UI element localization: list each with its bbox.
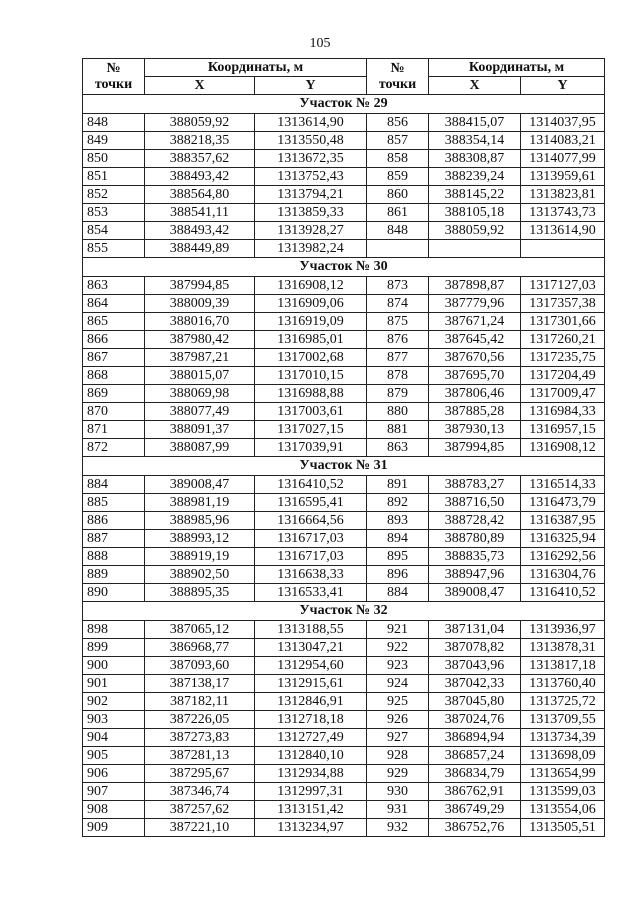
y-coordinate: 1312934,88 bbox=[255, 765, 367, 783]
y-coordinate-2: 1313936,97 bbox=[521, 621, 605, 639]
x-coordinate-2: 387645,42 bbox=[429, 331, 521, 349]
y-coordinate: 1316638,33 bbox=[255, 566, 367, 584]
point-number: 863 bbox=[83, 277, 145, 295]
y-coordinate: 1312846,91 bbox=[255, 693, 367, 711]
x-coordinate: 388091,37 bbox=[145, 421, 255, 439]
x-coordinate: 387226,05 bbox=[145, 711, 255, 729]
x-coordinate-2: 387930,13 bbox=[429, 421, 521, 439]
x-coordinate-2: 386857,24 bbox=[429, 747, 521, 765]
x-coordinate-2: 386894,94 bbox=[429, 729, 521, 747]
x-coordinate: 387257,62 bbox=[145, 801, 255, 819]
point-number: 853 bbox=[83, 204, 145, 222]
y-coordinate: 1317010,15 bbox=[255, 367, 367, 385]
point-number-2: 879 bbox=[367, 385, 429, 403]
point-number-2: 861 bbox=[367, 204, 429, 222]
x-coordinate-2: 388728,42 bbox=[429, 512, 521, 530]
table-row bbox=[83, 639, 605, 657]
y-coordinate-2: 1313817,18 bbox=[521, 657, 605, 675]
point-number: 898 bbox=[83, 621, 145, 639]
x-coordinate: 388981,19 bbox=[145, 494, 255, 512]
table-row bbox=[83, 494, 605, 512]
y-coordinate-2: 1316957,15 bbox=[521, 421, 605, 439]
y-coordinate: 1313672,35 bbox=[255, 150, 367, 168]
table-row bbox=[83, 693, 605, 711]
point-number-2: 927 bbox=[367, 729, 429, 747]
y-coordinate-2: 1313725,72 bbox=[521, 693, 605, 711]
point-number-2: 859 bbox=[367, 168, 429, 186]
y-coordinate-2: 1316292,56 bbox=[521, 548, 605, 566]
point-number: 889 bbox=[83, 566, 145, 584]
y-coordinate: 1313234,97 bbox=[255, 819, 367, 837]
x-coordinate-2: 387779,96 bbox=[429, 295, 521, 313]
y-coordinate: 1313151,42 bbox=[255, 801, 367, 819]
y-coordinate-2: 1314083,21 bbox=[521, 132, 605, 150]
point-number-2: 891 bbox=[367, 476, 429, 494]
x-coordinate: 388493,42 bbox=[145, 168, 255, 186]
y-coordinate-2: 1317235,75 bbox=[521, 349, 605, 367]
coordinates-header-2: Координаты, м bbox=[429, 59, 605, 77]
y-coordinate: 1312954,60 bbox=[255, 657, 367, 675]
x-coordinate-2: 388239,24 bbox=[429, 168, 521, 186]
point-number-2: 878 bbox=[367, 367, 429, 385]
x-coordinate-2: 387024,76 bbox=[429, 711, 521, 729]
point-number-2 bbox=[367, 240, 429, 258]
y-coordinate: 1317003,61 bbox=[255, 403, 367, 421]
x-coordinate-2: 386834,79 bbox=[429, 765, 521, 783]
y-coordinate-2: 1313505,51 bbox=[521, 819, 605, 837]
point-number: 902 bbox=[83, 693, 145, 711]
table-row bbox=[83, 168, 605, 186]
point-number: 866 bbox=[83, 331, 145, 349]
table-row bbox=[83, 331, 605, 349]
point-number: 900 bbox=[83, 657, 145, 675]
y-coordinate: 1316664,56 bbox=[255, 512, 367, 530]
x-coordinate: 388895,35 bbox=[145, 584, 255, 602]
point-number-2: 896 bbox=[367, 566, 429, 584]
point-number: 887 bbox=[83, 530, 145, 548]
y-coordinate-2: 1316325,94 bbox=[521, 530, 605, 548]
table-row bbox=[83, 801, 605, 819]
x-coordinate: 387281,13 bbox=[145, 747, 255, 765]
x-coordinate-2: 387078,82 bbox=[429, 639, 521, 657]
table-row bbox=[83, 313, 605, 331]
y-coordinate: 1312840,10 bbox=[255, 747, 367, 765]
table-row bbox=[83, 548, 605, 566]
y-coordinate-2: 1313709,55 bbox=[521, 711, 605, 729]
x-coordinate-2: 386762,91 bbox=[429, 783, 521, 801]
y-coordinate: 1316717,03 bbox=[255, 530, 367, 548]
x-coordinate-2: 387045,80 bbox=[429, 693, 521, 711]
y-coordinate-2: 1313760,40 bbox=[521, 675, 605, 693]
x-coordinate-2: 387994,85 bbox=[429, 439, 521, 457]
point-number-2: 930 bbox=[367, 783, 429, 801]
table-row bbox=[83, 476, 605, 494]
x-coordinate: 387994,85 bbox=[145, 277, 255, 295]
x-coordinate-2: 387885,28 bbox=[429, 403, 521, 421]
point-number: 864 bbox=[83, 295, 145, 313]
x-coordinate: 388015,07 bbox=[145, 367, 255, 385]
x-coordinate: 388218,35 bbox=[145, 132, 255, 150]
table-body bbox=[83, 95, 605, 837]
x-coordinate: 387065,12 bbox=[145, 621, 255, 639]
point-number-2: 923 bbox=[367, 657, 429, 675]
x-coordinate-2: 388308,87 bbox=[429, 150, 521, 168]
point-number-2: 894 bbox=[367, 530, 429, 548]
point-number-2: 925 bbox=[367, 693, 429, 711]
x-coordinate-2: 386752,76 bbox=[429, 819, 521, 837]
y-coordinate: 1317039,91 bbox=[255, 439, 367, 457]
point-number: 909 bbox=[83, 819, 145, 837]
table-row bbox=[83, 584, 605, 602]
table-row bbox=[83, 819, 605, 837]
point-number-2: 873 bbox=[367, 277, 429, 295]
y-coordinate: 1316595,41 bbox=[255, 494, 367, 512]
table-row bbox=[83, 186, 605, 204]
x-coordinate: 387987,21 bbox=[145, 349, 255, 367]
x-coordinate-2: 388059,92 bbox=[429, 222, 521, 240]
x-coordinate: 388564,80 bbox=[145, 186, 255, 204]
y-coordinate: 1316533,41 bbox=[255, 584, 367, 602]
point-number: 905 bbox=[83, 747, 145, 765]
x-coordinate-2: 387131,04 bbox=[429, 621, 521, 639]
section-row bbox=[83, 602, 605, 621]
table-row bbox=[83, 222, 605, 240]
x-coordinate: 387138,17 bbox=[145, 675, 255, 693]
y-coordinate-2: 1316908,12 bbox=[521, 439, 605, 457]
point-number: 903 bbox=[83, 711, 145, 729]
y-coordinate: 1316908,12 bbox=[255, 277, 367, 295]
x-header-2: X bbox=[429, 77, 521, 95]
point-number: 886 bbox=[83, 512, 145, 530]
x-coordinate-2: 388835,73 bbox=[429, 548, 521, 566]
x-coordinate-2: 388415,07 bbox=[429, 114, 521, 132]
point-number-header-2: № точки bbox=[367, 59, 429, 95]
point-number: 904 bbox=[83, 729, 145, 747]
table-row bbox=[83, 675, 605, 693]
table-row bbox=[83, 711, 605, 729]
point-number-2: 876 bbox=[367, 331, 429, 349]
x-coordinate-2: 387695,70 bbox=[429, 367, 521, 385]
y-coordinate-2: 1313554,06 bbox=[521, 801, 605, 819]
point-number: 868 bbox=[83, 367, 145, 385]
x-coordinate-2: 388780,89 bbox=[429, 530, 521, 548]
section-title: Участок № 29 bbox=[83, 95, 605, 114]
point-number: 908 bbox=[83, 801, 145, 819]
x-coordinate: 389008,47 bbox=[145, 476, 255, 494]
y-coordinate: 1313928,27 bbox=[255, 222, 367, 240]
y-coordinate: 1313614,90 bbox=[255, 114, 367, 132]
point-number-2: 877 bbox=[367, 349, 429, 367]
x-coordinate-2: 387671,24 bbox=[429, 313, 521, 331]
x-coordinate: 387182,11 bbox=[145, 693, 255, 711]
x-coordinate-2: 387043,96 bbox=[429, 657, 521, 675]
table-row bbox=[83, 385, 605, 403]
y-coordinate: 1313188,55 bbox=[255, 621, 367, 639]
y-coordinate-2: 1314037,95 bbox=[521, 114, 605, 132]
point-number-2: 874 bbox=[367, 295, 429, 313]
x-coordinate: 387295,67 bbox=[145, 765, 255, 783]
y-coordinate: 1312997,31 bbox=[255, 783, 367, 801]
point-number: 888 bbox=[83, 548, 145, 566]
x-coordinate: 388985,96 bbox=[145, 512, 255, 530]
table-row bbox=[83, 512, 605, 530]
point-number: 865 bbox=[83, 313, 145, 331]
point-number-2: 922 bbox=[367, 639, 429, 657]
y-coordinate-2: 1316514,33 bbox=[521, 476, 605, 494]
table-row bbox=[83, 621, 605, 639]
y-coordinate-2: 1317127,03 bbox=[521, 277, 605, 295]
x-coordinate: 387093,60 bbox=[145, 657, 255, 675]
table-row bbox=[83, 349, 605, 367]
point-number: 851 bbox=[83, 168, 145, 186]
point-number: 871 bbox=[83, 421, 145, 439]
y-coordinate: 1316988,88 bbox=[255, 385, 367, 403]
table-row bbox=[83, 421, 605, 439]
section-title: Участок № 32 bbox=[83, 602, 605, 621]
point-number: 849 bbox=[83, 132, 145, 150]
y-coordinate-2: 1313654,99 bbox=[521, 765, 605, 783]
y-coordinate: 1317027,15 bbox=[255, 421, 367, 439]
x-coordinate: 388493,42 bbox=[145, 222, 255, 240]
point-number-2: 863 bbox=[367, 439, 429, 457]
point-number-header: № точки bbox=[83, 59, 145, 95]
point-number-2: 893 bbox=[367, 512, 429, 530]
x-coordinate: 387221,10 bbox=[145, 819, 255, 837]
table-row bbox=[83, 747, 605, 765]
x-coordinate: 388016,70 bbox=[145, 313, 255, 331]
x-header: X bbox=[145, 77, 255, 95]
table-row bbox=[83, 566, 605, 584]
x-coordinate: 388449,89 bbox=[145, 240, 255, 258]
point-number-2: 892 bbox=[367, 494, 429, 512]
x-coordinate-2: 388354,14 bbox=[429, 132, 521, 150]
y-coordinate-2: 1316473,79 bbox=[521, 494, 605, 512]
x-coordinate: 388087,99 bbox=[145, 439, 255, 457]
table-row bbox=[83, 367, 605, 385]
x-coordinate: 388077,49 bbox=[145, 403, 255, 421]
table-row bbox=[83, 277, 605, 295]
y-coordinate-2: 1313698,09 bbox=[521, 747, 605, 765]
point-number: 854 bbox=[83, 222, 145, 240]
y-coordinate: 1313047,21 bbox=[255, 639, 367, 657]
point-number: 850 bbox=[83, 150, 145, 168]
y-coordinate: 1316717,03 bbox=[255, 548, 367, 566]
point-number-2: 932 bbox=[367, 819, 429, 837]
table-row bbox=[83, 204, 605, 222]
y-coordinate-2: 1316984,33 bbox=[521, 403, 605, 421]
section-row bbox=[83, 258, 605, 277]
x-coordinate: 388069,98 bbox=[145, 385, 255, 403]
y-coordinate-2: 1316410,52 bbox=[521, 584, 605, 602]
y-coordinate-2: 1317260,21 bbox=[521, 331, 605, 349]
x-coordinate-2: 389008,47 bbox=[429, 584, 521, 602]
x-coordinate: 388357,62 bbox=[145, 150, 255, 168]
point-number: 890 bbox=[83, 584, 145, 602]
y-coordinate: 1317002,68 bbox=[255, 349, 367, 367]
y-coordinate-2: 1313878,31 bbox=[521, 639, 605, 657]
y-header-2: Y bbox=[521, 77, 605, 95]
point-number-2: 860 bbox=[367, 186, 429, 204]
y-coordinate: 1313982,24 bbox=[255, 240, 367, 258]
point-number: 872 bbox=[83, 439, 145, 457]
x-coordinate-2: 388105,18 bbox=[429, 204, 521, 222]
point-number-2: 895 bbox=[367, 548, 429, 566]
y-coordinate-2: 1316387,95 bbox=[521, 512, 605, 530]
y-header: Y bbox=[255, 77, 367, 95]
table-row bbox=[83, 729, 605, 747]
table-row bbox=[83, 295, 605, 313]
y-coordinate-2: 1314077,99 bbox=[521, 150, 605, 168]
point-number-2: 848 bbox=[367, 222, 429, 240]
x-coordinate: 387273,83 bbox=[145, 729, 255, 747]
table-row bbox=[83, 403, 605, 421]
y-coordinate: 1316909,06 bbox=[255, 295, 367, 313]
y-coordinate: 1313752,43 bbox=[255, 168, 367, 186]
table-row bbox=[83, 530, 605, 548]
point-number-2: 931 bbox=[367, 801, 429, 819]
y-coordinate-2: 1317009,47 bbox=[521, 385, 605, 403]
point-number: 906 bbox=[83, 765, 145, 783]
point-number: 848 bbox=[83, 114, 145, 132]
table-row bbox=[83, 114, 605, 132]
table-row bbox=[83, 132, 605, 150]
x-coordinate-2: 387042,33 bbox=[429, 675, 521, 693]
x-coordinate-2: 388783,27 bbox=[429, 476, 521, 494]
point-number-2: 857 bbox=[367, 132, 429, 150]
y-coordinate-2: 1317357,38 bbox=[521, 295, 605, 313]
point-number-2: 856 bbox=[367, 114, 429, 132]
point-number: 869 bbox=[83, 385, 145, 403]
point-number: 901 bbox=[83, 675, 145, 693]
x-coordinate-2: 387670,56 bbox=[429, 349, 521, 367]
x-coordinate: 387346,74 bbox=[145, 783, 255, 801]
table-row bbox=[83, 439, 605, 457]
x-coordinate: 388902,50 bbox=[145, 566, 255, 584]
y-coordinate-2: 1316304,76 bbox=[521, 566, 605, 584]
y-coordinate-2 bbox=[521, 240, 605, 258]
point-number-2: 880 bbox=[367, 403, 429, 421]
point-number-2: 924 bbox=[367, 675, 429, 693]
x-coordinate-2: 386749,29 bbox=[429, 801, 521, 819]
y-coordinate-2: 1313734,39 bbox=[521, 729, 605, 747]
point-number: 907 bbox=[83, 783, 145, 801]
y-coordinate: 1312727,49 bbox=[255, 729, 367, 747]
section-title: Участок № 31 bbox=[83, 457, 605, 476]
point-number: 852 bbox=[83, 186, 145, 204]
x-coordinate: 388919,19 bbox=[145, 548, 255, 566]
y-coordinate-2: 1313743,73 bbox=[521, 204, 605, 222]
x-coordinate: 387980,42 bbox=[145, 331, 255, 349]
point-number: 870 bbox=[83, 403, 145, 421]
point-number-2: 921 bbox=[367, 621, 429, 639]
point-number-2: 884 bbox=[367, 584, 429, 602]
y-coordinate-2: 1313614,90 bbox=[521, 222, 605, 240]
section-row bbox=[83, 95, 605, 114]
section-row bbox=[83, 457, 605, 476]
y-coordinate-2: 1313823,81 bbox=[521, 186, 605, 204]
point-number-2: 928 bbox=[367, 747, 429, 765]
point-number: 855 bbox=[83, 240, 145, 258]
y-coordinate: 1316985,01 bbox=[255, 331, 367, 349]
y-coordinate: 1313859,33 bbox=[255, 204, 367, 222]
table-row bbox=[83, 150, 605, 168]
coordinates-header: Координаты, м bbox=[145, 59, 367, 77]
x-coordinate: 388541,11 bbox=[145, 204, 255, 222]
y-coordinate-2: 1317204,49 bbox=[521, 367, 605, 385]
point-number-2: 881 bbox=[367, 421, 429, 439]
y-coordinate: 1313550,48 bbox=[255, 132, 367, 150]
point-number: 884 bbox=[83, 476, 145, 494]
x-coordinate-2: 388145,22 bbox=[429, 186, 521, 204]
y-coordinate: 1316919,09 bbox=[255, 313, 367, 331]
coordinates-table bbox=[82, 58, 605, 837]
x-coordinate: 388059,92 bbox=[145, 114, 255, 132]
y-coordinate-2: 1313599,03 bbox=[521, 783, 605, 801]
point-number-2: 875 bbox=[367, 313, 429, 331]
y-coordinate-2: 1313959,61 bbox=[521, 168, 605, 186]
point-number-2: 929 bbox=[367, 765, 429, 783]
x-coordinate: 386968,77 bbox=[145, 639, 255, 657]
point-number: 899 bbox=[83, 639, 145, 657]
x-coordinate-2: 387898,87 bbox=[429, 277, 521, 295]
x-coordinate-2: 388947,96 bbox=[429, 566, 521, 584]
y-coordinate: 1316410,52 bbox=[255, 476, 367, 494]
table-row bbox=[83, 783, 605, 801]
x-coordinate-2 bbox=[429, 240, 521, 258]
x-coordinate: 388993,12 bbox=[145, 530, 255, 548]
x-coordinate-2: 388716,50 bbox=[429, 494, 521, 512]
table-row bbox=[83, 765, 605, 783]
x-coordinate-2: 387806,46 bbox=[429, 385, 521, 403]
point-number-2: 926 bbox=[367, 711, 429, 729]
y-coordinate: 1313794,21 bbox=[255, 186, 367, 204]
point-number: 885 bbox=[83, 494, 145, 512]
point-number-2: 858 bbox=[367, 150, 429, 168]
section-title: Участок № 30 bbox=[83, 258, 605, 277]
point-number: 867 bbox=[83, 349, 145, 367]
x-coordinate: 388009,39 bbox=[145, 295, 255, 313]
y-coordinate: 1312915,61 bbox=[255, 675, 367, 693]
page-number: 105 bbox=[309, 36, 331, 51]
y-coordinate-2: 1317301,66 bbox=[521, 313, 605, 331]
table-row bbox=[83, 240, 605, 258]
y-coordinate: 1312718,18 bbox=[255, 711, 367, 729]
table-row bbox=[83, 657, 605, 675]
